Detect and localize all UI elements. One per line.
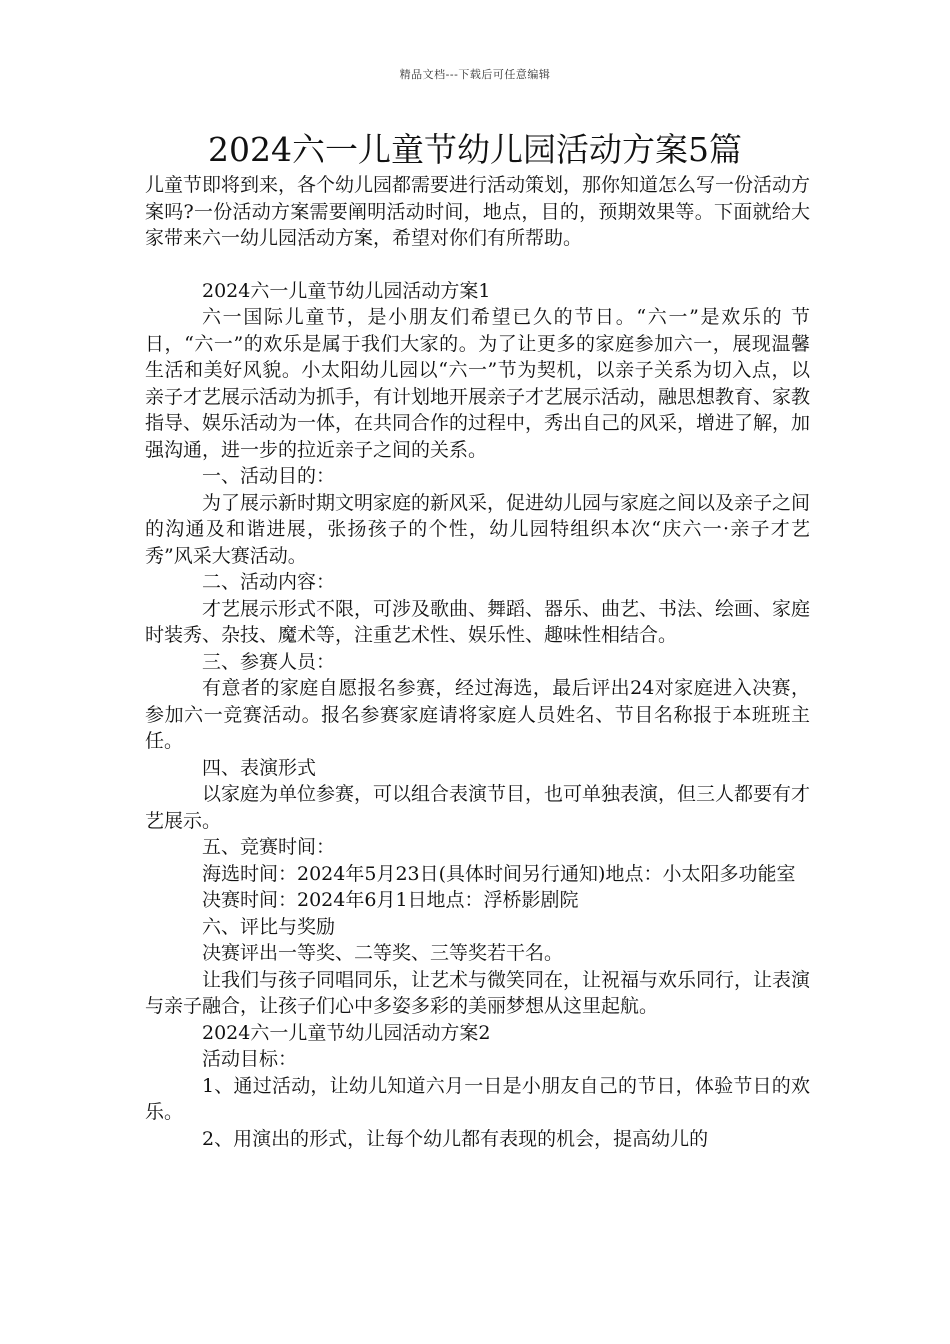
form-paragraph: 以家庭为单位参赛，可以组合表演节目，也可单独表演，但三人都要有才艺展示。	[145, 783, 811, 832]
time-heading: 五、竞赛时间：	[202, 836, 336, 858]
document-title: 2024六一儿童节幼儿园活动方案5篇	[208, 130, 742, 169]
section-1-heading: 2024六一儿童节幼儿园活动方案1	[202, 279, 491, 302]
form-heading: 四、表演形式	[202, 756, 317, 779]
goal-paragraph-2: 2、用演出的形式，让每个幼儿都有表现的机会，提高幼儿的	[202, 1127, 709, 1150]
document-body	[145, 172, 810, 1152]
participants-paragraph: 有意者的家庭自愿报名参赛，经过海选，最后评出24对家庭进入决赛，参加六一竞赛活动。报名参赛家庭请将家庭人员姓名、节目名称报于本班班主任。	[145, 677, 810, 752]
content-heading: 二、活动内容：	[202, 571, 336, 593]
audition-time-paragraph: 海选时间：2024年5月23日(具体时间另行通知)地点：小太阳多功能室	[202, 862, 796, 885]
header-note: 精品文档---下载后可任意编辑	[399, 68, 551, 81]
intro-paragraph: 儿童节即将到来，各个幼儿园都需要进行活动策划，那你知道怎么写一份活动方案吗?一份活动方案需要阐明活动时间，地点，目的，预期效果等。下面就给大家带来六一幼儿园活动方案，希望对你们有所帮助。	[145, 174, 811, 249]
purpose-heading: 一、活动目的：	[202, 465, 336, 487]
section-2-heading: 2024六一儿童节幼儿园活动方案2	[202, 1021, 491, 1044]
content-paragraph: 才艺展示形式不限，可涉及歌曲、舞蹈、器乐、曲艺、书法、绘画、家庭时装秀、杂技、魔术等，注重艺术性、娱乐性、趣味性相结合。	[145, 597, 811, 646]
section-1-intro-paragraph: 六一国际儿童节，是小朋友们希望已久的节日。“六一”是欢乐的 节日，“六一”的欢乐是属于我们大家的。为了让更多的家庭参加六一，展现温馨生活和美好风貌。小太阳幼儿园以“六一”节为契机，以亲子关系为切入点，以亲子才艺展示活动为抓手，有计划地开展亲子才艺展示活动，融思想教育、家教指导、娱乐活动为一体，在共同合作的过程中，秀出自己的风采，增进了解，加强沟通，进一步的拉近亲子之间的关系。	[145, 306, 811, 461]
goal-paragraph-1: 1、通过活动，让幼儿知道六月一日是小朋友自己的节日，体验节日的欢乐。	[145, 1074, 810, 1123]
closing-paragraph: 让我们与孩子同唱同乐，让艺术与微笑同在，让祝福与欢乐同行，让表演与亲子融合，让孩子们心中多姿多彩的美丽梦想从这里起航。	[145, 968, 811, 1017]
award-paragraph: 决赛评出一等奖、二等奖、三等奖若干名。	[202, 942, 564, 964]
participants-heading: 三、参赛人员：	[202, 650, 336, 673]
goal-heading: 活动目标：	[202, 1048, 298, 1070]
final-time-paragraph: 决赛时间：2024年6月1日地点：浮桥影剧院	[202, 889, 579, 911]
award-heading: 六、评比与奖励	[202, 915, 336, 938]
purpose-paragraph: 为了展示新时期文明家庭的新风采，促进幼儿园与家庭之间以及亲子之间的沟通及和谐进展，张扬孩子的个性，幼儿园特组织本次“庆六一·亲子才艺秀”风采大赛活动。	[145, 491, 811, 567]
